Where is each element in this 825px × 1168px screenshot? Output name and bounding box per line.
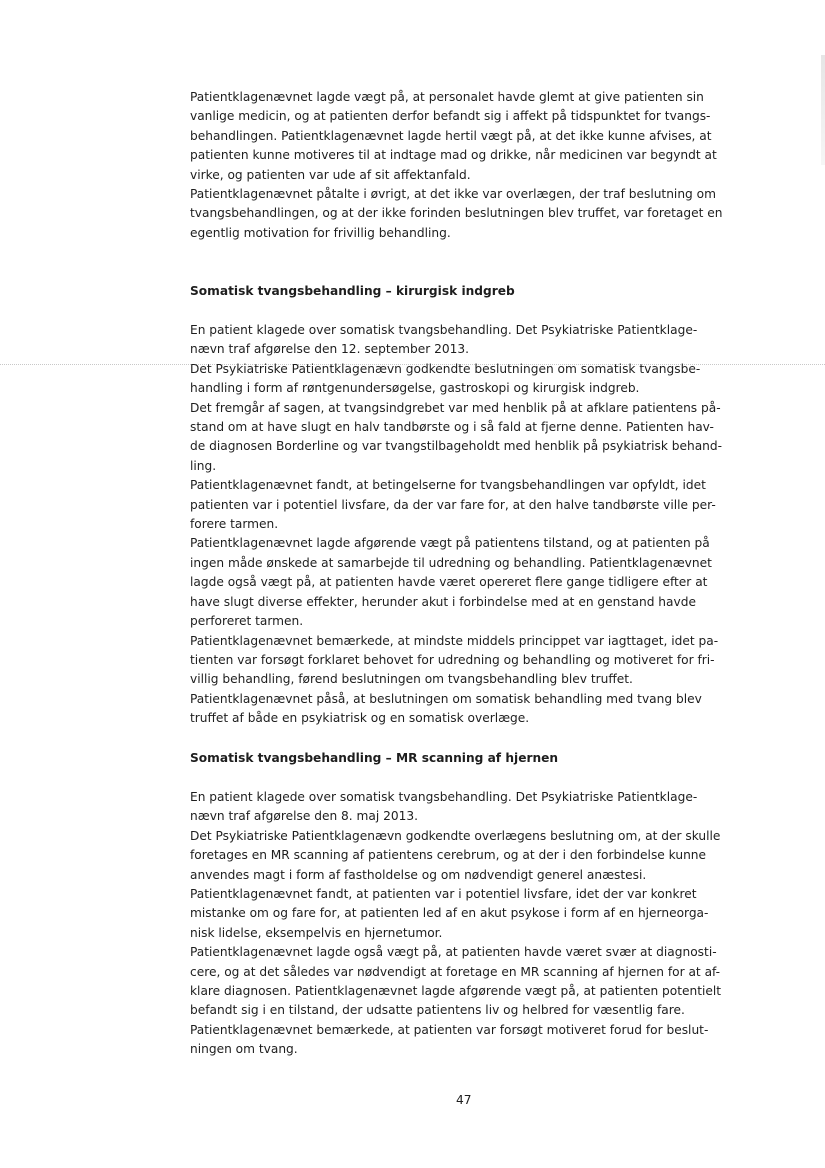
text-line: klare diagnosen. Patientklagenævnet lagde afgørende vægt på, at patienten potentielt bbox=[190, 984, 722, 999]
text-line: vanlige medicin, og at patienten derfor befandt sig i affekt på tidspunktet for tvangs- bbox=[190, 109, 711, 124]
text-line: truffet af både en psykiatrisk og en somatisk overlæge. bbox=[190, 711, 530, 726]
intro-paragraph bbox=[190, 88, 723, 243]
text-line: Det fremgår af sagen, at tvangsindgrebet var med henblik på at afklare patientens på- bbox=[190, 400, 721, 415]
text-line: Patientklagenævnet påtalte i øvrigt, at det ikke var overlægen, der traf beslutning om bbox=[190, 187, 716, 202]
text-line: nisk lidelse, eksempelvis en hjernetumor. bbox=[190, 925, 443, 940]
text-line: nævn traf afgørelse den 8. maj 2013. bbox=[190, 809, 419, 824]
text-line: Patientklagenævnet lagde vægt på, at personalet havde glemt at give patienten sin bbox=[190, 90, 704, 104]
text-line: ling. bbox=[190, 458, 217, 473]
text-line: befandt sig i en tilstand, der udsatte patientens liv og helbred for væsentlig fare. bbox=[190, 1003, 685, 1018]
section-body-surgical bbox=[190, 321, 722, 729]
text-line: handling i form af røntgenundersøgelse, gastroskopi og kirurgisk indgreb. bbox=[190, 381, 640, 396]
text-line: Patientklagenævnet fandt, at betingelserne for tvangsbehandlingen var opfyldt, idet bbox=[190, 478, 706, 493]
text-line: ingen måde ønskede at samarbejde til udredning og behandling. Patientklagenævnet bbox=[190, 555, 712, 570]
text-line: anvendes magt i form af fastholdelse og om nødvendigt generel anæstesi. bbox=[190, 867, 647, 882]
text-line: have slugt diverse effekter, herunder akut i forbindelse med at en genstand havde bbox=[190, 594, 696, 609]
text-line: Det Psykiatriske Patientklagenævn godkendte beslutningen om somatisk tvangsbe- bbox=[190, 361, 701, 376]
scan-edge-mark bbox=[821, 55, 825, 165]
text-line: Patientklagenævnet påså, at beslutningen om somatisk behandling med tvang blev bbox=[190, 691, 702, 706]
text-line: tvangsbehandlingen, og at der ikke forinden beslutningen blev truffet, var foretaget en bbox=[190, 206, 723, 221]
text-line: cere, og at det således var nødvendigt at foretage en MR scanning af hjernen for at af- bbox=[190, 964, 721, 979]
text-line: egentlig motivation for frivillig behandling. bbox=[190, 225, 451, 240]
text-line: Patientklagenævnet bemærkede, at patienten var forsøgt motiveret forud for beslut- bbox=[190, 1022, 709, 1037]
text-line: Patientklagenævnet bemærkede, at mindste middels princippet var iagttaget, idet pa- bbox=[190, 633, 719, 648]
section-body-mr-scanning bbox=[190, 788, 721, 1060]
text-line: Patientklagenævnet lagde afgørende vægt på patientens tilstand, og at patienten på bbox=[190, 536, 710, 551]
section-heading-mr-scanning: Somatisk tvangsbehandling – MR scanning af hjernen bbox=[190, 751, 559, 765]
text-line: behandlingen. Patientklagenævnet lagde hertil vægt på, at det ikke kunne afvises, at bbox=[190, 128, 712, 143]
text-line: Patientklagenævnet fandt, at patienten var i potentiel livsfare, idet der var konkret bbox=[190, 887, 697, 902]
text-line: forere tarmen. bbox=[190, 517, 279, 532]
text-line: ningen om tvang. bbox=[190, 1042, 298, 1057]
text-line: Patientklagenævnet lagde også vægt på, at patienten havde været svær at diagnosti- bbox=[190, 945, 717, 960]
section-heading-surgical: Somatisk tvangsbehandling – kirurgisk indgreb bbox=[190, 284, 515, 298]
text-line: mistanke om og fare for, at patienten led af en akut psykose i form af en hjerneorga- bbox=[190, 906, 709, 921]
text-line: En patient klagede over somatisk tvangsbehandling. Det Psykiatriske Patientklage- bbox=[190, 790, 698, 804]
text-line: perforeret tarmen. bbox=[190, 614, 304, 629]
text-line: tienten var forsøgt forklaret behovet for udredning og behandling og motiveret for fri- bbox=[190, 652, 715, 667]
text-line: lagde også vægt på, at patienten havde været opereret flere gange tidligere efter at bbox=[190, 575, 708, 590]
text-line: virke, og patienten var ude af sit affektanfald. bbox=[190, 167, 471, 182]
text-line: patienten var i potentiel livsfare, da der var fare for, at den halve tandbørste ville per- bbox=[190, 497, 716, 512]
text-line: villig behandling, førend beslutningen om tvangsbehandling blev truffet. bbox=[190, 672, 633, 687]
text-line: nævn traf afgørelse den 12. september 2013. bbox=[190, 342, 470, 357]
text-line: foretages en MR scanning af patientens cerebrum, og at der i den forbindelse kunne bbox=[190, 848, 707, 863]
text-line: de diagnosen Borderline og var tvangstilbageholdt med henblik på psykiatrisk behand- bbox=[190, 439, 723, 454]
page-number: 47 bbox=[456, 1093, 472, 1107]
text-line: patienten kunne motiveres til at indtage mad og drikke, når medicinen var begyndt at bbox=[190, 148, 717, 163]
text-line: stand om at have slugt en halv tandbørste og i så fald at fjerne denne. Patienten hav- bbox=[190, 420, 714, 435]
text-line: En patient klagede over somatisk tvangsbehandling. Det Psykiatriske Patientklage- bbox=[190, 323, 698, 337]
text-line: Det Psykiatriske Patientklagenævn godkendte overlægens beslutning om, at der skulle bbox=[190, 828, 721, 843]
